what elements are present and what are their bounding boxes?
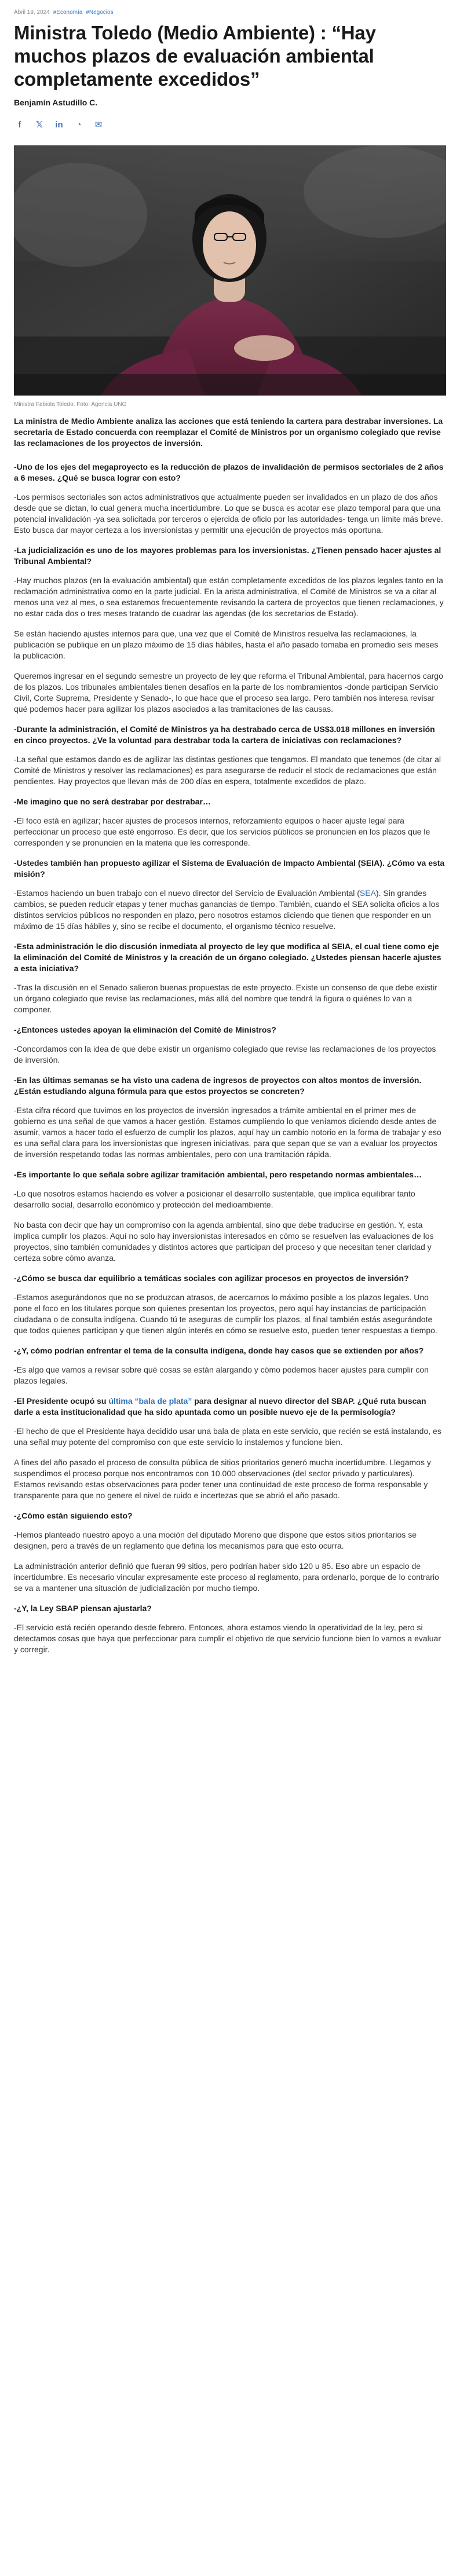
interview-question: -¿Cómo se busca dar equilibrio a temáticas sociales con agilizar procesos en proyectos de inversión? — [14, 1274, 409, 1283]
article-title: Ministra Toledo (Medio Ambiente) : “Hay muchos plazos de evaluación ambiental completamente excedidos” — [14, 22, 376, 90]
article-lead: La ministra de Medio Ambiente analiza las acciones que está teniendo la cartera para destrabar inversiones. La secretaria de Estado concuerda con reemplazar el Comité de Ministros por un organismo colegiado que revise las reclamaciones de los proyectos de inversión. — [14, 416, 443, 448]
photo-caption: Ministra Fabiola Toledo. Foto: Agencia UNO — [14, 401, 127, 408]
interview-answer: -Hay muchos plazos (en la evaluación ambiental) que están completamente excedidos de los plazos legales tanto en la reclamación administrativa como en la parte judicial. En la arista administrativa, el Comité de Ministros se va a citar al menos una vez al mes, o sea estaremos frecuentemente revisando la cartera de proyectos que tienen reclamaciones, y no estar cada dos o tres meses tratando de cuadrar las agendas (de los secretarios de Estado). — [14, 576, 444, 618]
interview-answer: A fines del año pasado el proceso de consulta pública de sitios prioritarios generó mucha incertidumbre. Llegamos y suspendimos el proceso porque nos encontramos con 10.000 observaciones (del sector privado y particulares). Estamos revisando estas observaciones para poder tener una continuidad de este proceso de forma responsable y transparente para que no genere el nivel de ruido e incertezas que se abrió el año pasado. — [14, 1458, 431, 1500]
interview-question: -Es importante lo que señala sobre agilizar tramitación ambiental, pero respetando normas ambientales… — [14, 1170, 422, 1179]
tag-economia[interactable]: #Economía — [53, 9, 83, 16]
interview-question: -La judicialización es uno de los mayores problemas para los inversionistas. ¿Tienen pensado hacer ajustes al Tribunal Ambiental? — [14, 546, 441, 566]
interview-answer: -El servicio está recién operando desde febrero. Entonces, ahora estamos viendo la operatividad de la ley, pero si detectamos cosas que haya que perfeccionar para cumplir el objetivo de que servicio funcione bien lo vamos a evaluar y corregir. — [14, 1623, 441, 1654]
interview-answer: -Hemos planteado nuestro apoyo a una moción del diputado Moreno que dispone que estos sitios prioritarios se designen, pero a través de un reglamento que defina los mecanismos para que esto ocurra. — [14, 1530, 417, 1550]
facebook-icon[interactable]: f — [18, 119, 21, 130]
email-icon[interactable]: ✉ — [94, 120, 103, 130]
publish-date: Abril 19, 2024 — [14, 9, 50, 16]
author-byline: Benjamín Astudillo C. — [14, 98, 98, 107]
interview-question — [14, 1396, 446, 1418]
article-body — [14, 462, 446, 1655]
interview-answer: -Es algo que vamos a revisar sobre qué cosas se están alargando y cómo podemos hacer ajustes para cumplir con plazos legales. — [14, 1365, 429, 1385]
hero-photo — [14, 145, 446, 396]
interview-answer: Se están haciendo ajustes internos para que, una vez que el Comité de Ministros resuelva las reclamaciones, la publicación se publique en un plazo máximo de 15 días hábiles, hasta el año pasado tomaba en promedio seis meses la publicación. — [14, 629, 439, 660]
paragraph-text: para designar al nuevo director del SBAP. ¿Qué ruta buscan darle a esta institucionalidad que ha sido apuntada como un posible nuevo eje de la permisología? — [14, 1396, 426, 1417]
inline-link[interactable]: última “bala de plata” — [108, 1396, 192, 1406]
interview-answer: No basta con decir que hay un compromiso con la agenda ambiental, sino que debe traducirse en gestión. Y, esta implica cumplir los plazos. Aquí no solo hay inversionistas interesados en cómo se resuelven las evaluaciones de los proyectos, sino también comunidades y distintos actores que participan del proceso y que necesitan tener claridad y certeza sobre cómo avanza. — [14, 1220, 434, 1263]
paragraph-text: -Estamos haciendo un buen trabajo con el nuevo director del Servicio de Evaluación Ambiental ( — [14, 888, 360, 898]
inline-link[interactable]: SEA — [359, 888, 376, 898]
interview-answer: -Lo que nosotros estamos haciendo es volver a posicionar el desarrollo sustentable, que implica equilibrar tanto desarrollo social, desarrollo económico y protección del medioambiente. — [14, 1189, 415, 1209]
share-bar — [14, 119, 446, 130]
interview-question: -¿Entonces ustedes apoyan la eliminación del Comité de Ministros? — [14, 1025, 276, 1034]
paragraph-text: ). Sin grandes cambios, se pueden reducir etapas y tener muchas ganancias de tiempo. También, cuando el SEA solicita oficios a los distintos servicios públicos no responden en plazo, pero nosotros estamos diciendo que tienen que responder en un máximo de 15 días hábiles y, sino se recibe el documento, el organismo técnico resuelve. — [14, 888, 440, 931]
interview-answer — [14, 888, 446, 932]
hero-photo-illustration — [14, 145, 446, 396]
interview-answer: Queremos ingresar en el segundo semestre un proyecto de ley que reforma el Tribunal Ambiental, para hacernos cargo de los plazos. Los tribunales ambientales tienen desafíos en la parte de los nombramientos -donde participan Servicio Civil, Corte Suprema, Presidente y Senado-, lo que hace que el proceso sea largo. Pero también nos interesa revisar qué podemos hacer para agilizar los plazos asociados a las tramitaciones de las causas. — [14, 671, 443, 713]
interview-question: -Me imagino que no será destrabar por destrabar… — [14, 797, 211, 806]
twitter-icon[interactable]: 𝕏 — [35, 120, 43, 130]
interview-answer: -Esta cifra récord que tuvimos en los proyectos de inversión ingresados a trámite ambiental en el primer mes de gobierno es una señal de que vamos a hacer gestión. Estamos cumpliendo lo que veníamos diciendo desde antes de asumir, vamos a hacer todo el esfuerzo de cumplir los plazos, aquí hay un cambio notorio en la forma de trabajar y eso es una señal clara para los inversionistas que ingresen iniciativas, para que sepan que se van a evaluar los proyectos de inversión respetando todas las normas ambientales, pero con una tramitación rápida. — [14, 1106, 441, 1159]
interview-question: -Ustedes también han propuesto agilizar el Sistema de Evaluación de Impacto Ambiental (SEIA). ¿Cómo va esta misión? — [14, 858, 445, 879]
interview-question: -¿Y, cómo podrían enfrentar el tema de la consulta indígena, donde hay casos que se extienden por años? — [14, 1346, 424, 1355]
interview-answer: La administración anterior definió que fueran 99 sitios, pero podrían haber sido 120 u 85. Eso abre un espacio de incertidumbre. Es necesario vincular expresamente este proceso al reglamento, para ordenarlo, porque de lo contrario se va a mantener una situación de judicialización por mucho tiempo. — [14, 1561, 439, 1593]
linkedin-icon[interactable]: in — [55, 119, 63, 130]
interview-question: -Durante la administración, el Comité de Ministros ya ha destrabado cerca de US$3.018 millones en inversión en cinco proyectos. ¿Ve la voluntad para destrabar toda la cartera de iniciativas con reclamaciones? — [14, 724, 435, 745]
interview-question: -¿Cómo están siguiendo esto? — [14, 1511, 133, 1520]
interview-question: -Uno de los ejes del megaproyecto es la reducción de plazos de invalidación de permisos sectoriales de 2 años a 6 meses. ¿Qué se busca lograr con esto? — [14, 462, 444, 482]
interview-answer: -El hecho de que el Presidente haya decidido usar una bala de plata en este servicio, que recién se está instalando, es una señal muy potente del compromiso con que este servicio lo instalemos y funcione bien. — [14, 1426, 441, 1447]
whatsapp-icon[interactable]: ◔ — [76, 119, 82, 130]
paragraph-text: -El Presidente ocupó su — [14, 1396, 109, 1406]
interview-answer: -El foco está en agilizar; hacer ajustes de procesos internos, reforzamiento equipos o hacer ajuste legal para perfeccionar un proceso que esté engorroso. Es decir, que los servicios públicos se pronuncien en los plazos que le corresponden y se pronuncien en la materia que les corresponde. — [14, 816, 430, 847]
interview-answer: -La señal que estamos dando es de agilizar las distintas gestiones que tengamos. El mandato que tenemos (de citar al Comité de Ministros y resolver las reclamaciones) es para asegurarse de reducir el stock de reclamaciones que están pendientes. Hay proyectos que llevan más de 200 días en espera, totalmente excedidos de plazo. — [14, 755, 441, 786]
interview-answer: -Los permisos sectoriales son actos administrativos que actualmente pueden ser invalidados en un plazo de dos años desde que se dictan, lo cual genera mucha incertidumbre. Lo que se busca es acotar ese plazo temporal para que una potencial invalidación -ya sea solicitada por terceros o ejercida de oficio por las autoridades- tenga un límite más breve. Esto busca dar mayor certeza a los inversionistas y permitir una ejecución de proyectos más oportuna. — [14, 492, 443, 535]
interview-question: -Esta administración le dio discusión inmediata al proyecto de ley que modifica al SEIA, el cual tiene como eje la eliminación del Comité de Ministros y la creación de un órgano colegiado. ¿Ustedes piensan hacerle ajustes a esta iniciativa? — [14, 942, 441, 973]
tag-negocios[interactable]: #Negocios — [86, 9, 114, 16]
interview-question: -¿Y, la Ley SBAP piensan ajustarla? — [14, 1604, 152, 1613]
interview-question: -En las últimas semanas se ha visto una cadena de ingresos de proyectos con altos montos de inversión. ¿Están estudiando alguna fórmula para que estos proyectos se concreten? — [14, 1075, 422, 1096]
interview-answer: -Tras la discusión en el Senado salieron buenas propuestas de este proyecto. Existe un consenso de que debe existir un órgano colegiado que revise las reclamaciones, más allá del nombre que tendrá la figura o quiénes lo van a componer. — [14, 983, 437, 1014]
interview-answer: -Concordamos con la idea de que debe existir un organismo colegiado que revise las reclamaciones de los proyectos de inversión. — [14, 1044, 436, 1064]
interview-answer: -Estamos asegurándonos que no se produzcan atrasos, de acercarnos lo máximo posible a los plazos legales. Uno pone el foco en los titulares porque son quienes presentan los proyectos, pero aquí hay instancias de participación ciudadana o de consulta indígena. Cuando tú te aseguras de cumplir los plazos, al final también estás asegurándote que todos quienes participan y que tienen algún interés en cómo se resuelve esto, pueden tener respuestas a tiempo. — [14, 1293, 437, 1335]
article-meta — [14, 9, 446, 16]
